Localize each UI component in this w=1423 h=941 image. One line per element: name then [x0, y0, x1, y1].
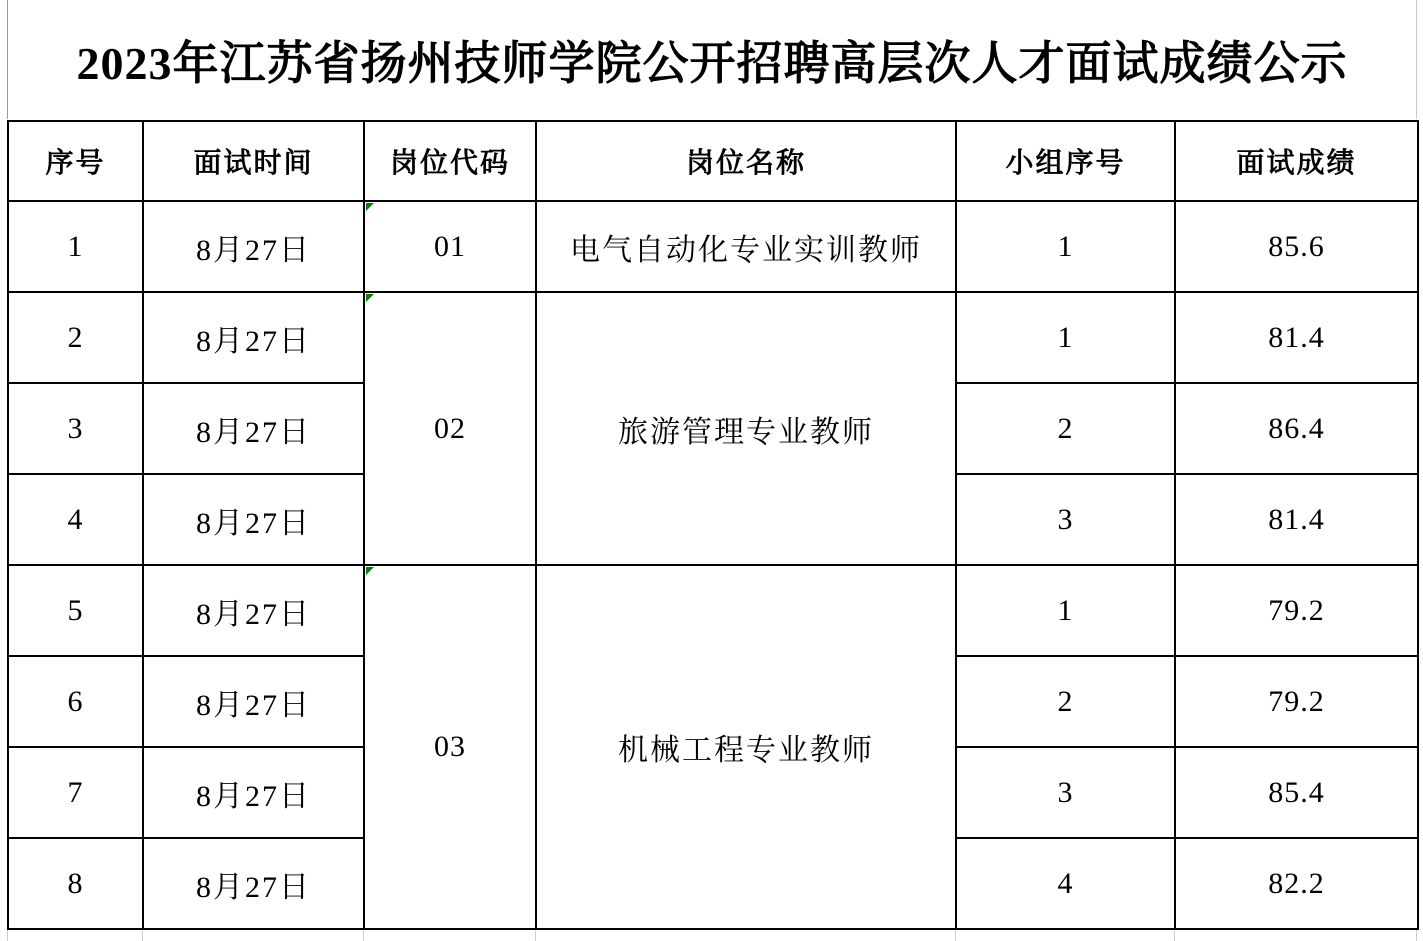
- cell-date: 8月27日: [143, 747, 364, 838]
- cell-position: 电气自动化专业实训教师: [536, 201, 956, 292]
- cell-code: [364, 565, 536, 929]
- cell-seq: 5: [8, 565, 143, 656]
- gridline-stub: [535, 930, 536, 941]
- cell-corner-flag-icon: [366, 567, 374, 575]
- table-row: [8, 292, 1418, 383]
- cell-seq: 6: [8, 656, 143, 747]
- gridline-stub: [142, 930, 143, 941]
- cell-date: 8月27日: [143, 201, 364, 292]
- gridline-stub: [363, 930, 364, 941]
- cell-corner-flag-icon: [366, 203, 374, 211]
- header-row: [8, 121, 1418, 201]
- cell-group-no: 1: [956, 565, 1175, 656]
- cell-score: 79.2: [1175, 656, 1418, 747]
- cell-date: 8月27日: [143, 656, 364, 747]
- cell-date: 8月27日: [143, 292, 364, 383]
- cell-date: 8月27日: [143, 838, 364, 929]
- cell-code: [364, 201, 536, 292]
- cell-seq: 7: [8, 747, 143, 838]
- cell-score: 85.4: [1175, 747, 1418, 838]
- cell-group-no: 2: [956, 656, 1175, 747]
- col-header-date: 面试时间: [143, 121, 364, 201]
- gridline-stub: [1416, 930, 1417, 941]
- cell-group-no: 2: [956, 383, 1175, 474]
- cell-seq: 8: [8, 838, 143, 929]
- cell-corner-flag-icon: [366, 294, 374, 302]
- cell-date: 8月27日: [143, 565, 364, 656]
- table-row: [8, 201, 1418, 292]
- cell-group-no: 3: [956, 474, 1175, 565]
- cell-seq: 1: [8, 201, 143, 292]
- cell-group-no: 1: [956, 201, 1175, 292]
- page-title: 2023年江苏省扬州技师学院公开招聘高层次人才面试成绩公示: [76, 37, 1348, 89]
- cell-score: 82.2: [1175, 838, 1418, 929]
- cell-score: 85.6: [1175, 201, 1418, 292]
- col-header-group-no: 小组序号: [956, 121, 1175, 201]
- cell-group-no: 3: [956, 747, 1175, 838]
- cell-group-no: 1: [956, 292, 1175, 383]
- cell-code-text: 02: [434, 411, 466, 445]
- cell-score: 86.4: [1175, 383, 1418, 474]
- gridline-stub: [1174, 930, 1175, 941]
- cell-code-text: 01: [434, 229, 466, 263]
- cell-seq: 2: [8, 292, 143, 383]
- col-header-position: 岗位名称: [536, 121, 956, 201]
- cell-group-no: 4: [956, 838, 1175, 929]
- cell-seq: 4: [8, 474, 143, 565]
- col-header-seq: 序号: [8, 121, 143, 201]
- cell-code: [364, 292, 536, 565]
- cell-position: 旅游管理专业教师: [536, 292, 956, 565]
- cell-score: 81.4: [1175, 474, 1418, 565]
- title-block: [7, 0, 1417, 119]
- interview-score-table: [7, 120, 1419, 930]
- cell-score: 79.2: [1175, 565, 1418, 656]
- cell-date: 8月27日: [143, 383, 364, 474]
- cell-date: 8月27日: [143, 474, 364, 565]
- gridline-stub: [955, 930, 956, 941]
- col-header-code: 岗位代码: [364, 121, 536, 201]
- cell-seq: 3: [8, 383, 143, 474]
- col-header-score: 面试成绩: [1175, 121, 1418, 201]
- gridline-stub: [7, 930, 8, 941]
- cell-position: 机械工程专业教师: [536, 565, 956, 929]
- cell-score: 81.4: [1175, 292, 1418, 383]
- cell-code-text: 03: [434, 730, 466, 763]
- table-row: [8, 565, 1418, 656]
